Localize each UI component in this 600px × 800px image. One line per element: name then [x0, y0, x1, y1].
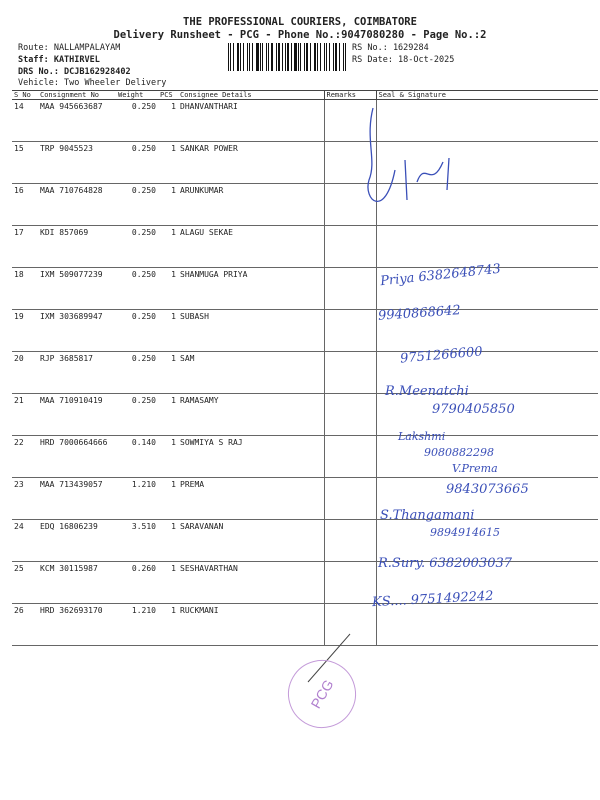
cell-consignee: SANKAR POWER — [178, 142, 324, 184]
cell-consignment: IXM 303689947 — [38, 310, 116, 352]
vehicle: Vehicle: Two Wheeler Delivery — [18, 78, 167, 88]
handwriting-row21-name: R.Meenatchi — [385, 384, 469, 399]
col-pcs: PCS — [158, 91, 178, 100]
cell-sno: 22 — [12, 436, 38, 478]
cell-consignee: ALAGU SEKAE — [178, 226, 324, 268]
handwriting-row25: R.Sury. 6382003037 — [378, 556, 513, 571]
cell-pcs: 1 — [158, 394, 178, 436]
cell-remarks — [324, 394, 376, 436]
company-name: THE PROFESSIONAL COURIERS, COIMBATORE — [183, 16, 417, 28]
cell-consignment: RJP 3685817 — [38, 352, 116, 394]
cell-pcs: 1 — [158, 226, 178, 268]
cell-consignee: RUCKMANI — [178, 604, 324, 646]
stamp-text: PCG — [307, 676, 337, 712]
col-consignee: Consignee Details — [178, 91, 324, 100]
cell-consignee: SOWMIYA S RAJ — [178, 436, 324, 478]
barcode — [228, 43, 348, 71]
cell-signature — [376, 226, 598, 268]
table-row — [12, 100, 598, 142]
staff: Staff: KATHIRVEL — [18, 55, 100, 65]
cell-consignment: MAA 710910419 — [38, 394, 116, 436]
cell-weight: 0.250 — [116, 310, 158, 352]
cell-consignment: MAA 713439057 — [38, 478, 116, 520]
cell-remarks — [324, 520, 376, 562]
table-row — [12, 226, 598, 268]
cell-weight: 0.260 — [116, 562, 158, 604]
table-row — [12, 268, 598, 310]
cell-consignment: MAA 945663687 — [38, 100, 116, 142]
cell-weight: 0.140 — [116, 436, 158, 478]
cell-consignee: PREMA — [178, 478, 324, 520]
handwriting-row20: 9751266600 — [399, 344, 484, 367]
cell-sno: 25 — [12, 562, 38, 604]
cell-remarks — [324, 478, 376, 520]
cell-remarks — [324, 352, 376, 394]
table-row — [12, 184, 598, 226]
cell-consignment: IXM 509077239 — [38, 268, 116, 310]
cell-weight: 3.510 — [116, 520, 158, 562]
cell-sno: 16 — [12, 184, 38, 226]
cell-pcs: 1 — [158, 142, 178, 184]
cell-weight: 0.250 — [116, 100, 158, 142]
cell-sno: 20 — [12, 352, 38, 394]
cell-consignment: MAA 710764828 — [38, 184, 116, 226]
cell-remarks — [324, 436, 376, 478]
cell-consignee: RAMASAMY — [178, 394, 324, 436]
cell-sno: 21 — [12, 394, 38, 436]
cell-sno: 14 — [12, 100, 38, 142]
cell-sno: 15 — [12, 142, 38, 184]
col-signature: Seal & Signature — [376, 91, 598, 100]
cell-pcs: 1 — [158, 184, 178, 226]
route: Route: NALLAMPALAYAM — [18, 43, 121, 53]
table-header — [12, 91, 598, 100]
drs-number: DRS No.: DCJB162928402 — [18, 67, 131, 77]
cell-pcs: 1 — [158, 604, 178, 646]
table-row — [12, 310, 598, 352]
cell-remarks — [324, 226, 376, 268]
cell-sno: 18 — [12, 268, 38, 310]
signature-scribble — [355, 100, 465, 230]
cell-consignee: ARUNKUMAR — [178, 184, 324, 226]
cell-weight: 0.250 — [116, 226, 158, 268]
cell-pcs: 1 — [158, 520, 178, 562]
col-weight: Weight — [116, 91, 158, 100]
cell-consignment: KDI 857069 — [38, 226, 116, 268]
cell-pcs: 1 — [158, 352, 178, 394]
cell-pcs: 1 — [158, 100, 178, 142]
cell-remarks — [324, 268, 376, 310]
cell-consignee: SAM — [178, 352, 324, 394]
handwriting-row23-name: V.Prema — [452, 462, 498, 475]
handwriting-row26: KS.... 9751492242 — [371, 588, 494, 611]
cell-weight: 1.210 — [116, 604, 158, 646]
rs-number: RS No.: 1629284 — [352, 43, 429, 53]
handwriting-row22-name: Lakshmi — [398, 430, 446, 443]
cell-pcs: 1 — [158, 310, 178, 352]
runsheet-subtitle: Delivery Runsheet - PCG - Phone No.:9047080280 - Page No.:2 — [113, 29, 487, 41]
cell-weight: 0.250 — [116, 268, 158, 310]
handwriting-row19: 9940868642 — [377, 303, 462, 324]
handwriting-row24-phone: 9894914615 — [430, 526, 500, 539]
cell-consignment: HRD 7000664666 — [38, 436, 116, 478]
table-row — [12, 436, 598, 478]
cell-consignment: KCM 30115987 — [38, 562, 116, 604]
cell-pcs: 1 — [158, 268, 178, 310]
cell-consignee: DHANVANTHARI — [178, 100, 324, 142]
col-consignment: Consignment No — [38, 91, 116, 100]
col-sno: S No — [12, 91, 38, 100]
col-remarks: Remarks — [324, 91, 376, 100]
cell-sno: 23 — [12, 478, 38, 520]
cell-pcs: 1 — [158, 562, 178, 604]
cell-consignment: HRD 362693170 — [38, 604, 116, 646]
cell-sno: 17 — [12, 226, 38, 268]
cell-consignee: SARAVANAN — [178, 520, 324, 562]
cell-weight: 0.250 — [116, 184, 158, 226]
handwriting-row22-phone: 9080882298 — [424, 446, 494, 459]
cell-consignment: TRP 9045523 — [38, 142, 116, 184]
cell-sno: 24 — [12, 520, 38, 562]
rs-date: RS Date: 18-Oct-2025 — [352, 55, 455, 65]
cell-pcs: 1 — [158, 436, 178, 478]
cell-weight: 0.250 — [116, 394, 158, 436]
cell-weight: 0.250 — [116, 352, 158, 394]
table-row — [12, 352, 598, 394]
table-row — [12, 142, 598, 184]
cell-pcs: 1 — [158, 478, 178, 520]
cell-remarks — [324, 310, 376, 352]
cell-consignee: SUBASH — [178, 310, 324, 352]
handwriting-row21-phone: 9790405850 — [432, 402, 515, 417]
handwriting-row18: Priya 6382648743 — [379, 261, 502, 290]
cell-sno: 19 — [12, 310, 38, 352]
handwriting-row23-phone: 9843073665 — [446, 482, 529, 497]
cell-weight: 0.250 — [116, 142, 158, 184]
cell-remarks — [324, 562, 376, 604]
cell-consignment: EDQ 16806239 — [38, 520, 116, 562]
cell-consignee: SESHAVARTHAN — [178, 562, 324, 604]
cell-consignee: SHANMUGA PRIYA — [178, 268, 324, 310]
cell-sno: 26 — [12, 604, 38, 646]
handwriting-row24-name: S.Thangamani — [380, 508, 475, 523]
cell-signature — [376, 604, 598, 646]
cell-weight: 1.210 — [116, 478, 158, 520]
